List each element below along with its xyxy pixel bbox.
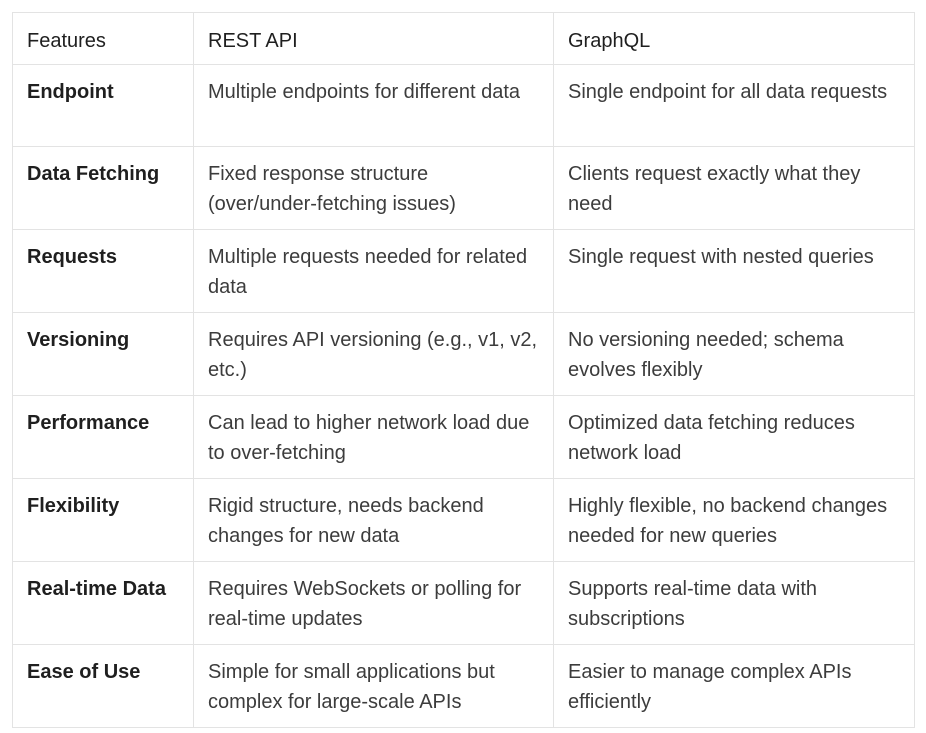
- rest-cell: Can lead to higher network load due to over-fetching: [194, 396, 554, 479]
- feature-cell: Versioning: [13, 313, 194, 396]
- feature-cell: Ease of Use: [13, 645, 194, 728]
- rest-cell: Rigid structure, needs backend changes for new data: [194, 479, 554, 562]
- rest-cell: Requires API versioning (e.g., v1, v2, etc.): [194, 313, 554, 396]
- graphql-cell: Clients request exactly what they need: [554, 147, 915, 230]
- graphql-cell: Single endpoint for all data requests: [554, 65, 915, 147]
- graphql-cell: Optimized data fetching reduces network load: [554, 396, 915, 479]
- header-features: Features: [13, 13, 194, 65]
- rest-cell: Multiple endpoints for different data: [194, 65, 554, 147]
- comparison-table: [12, 12, 915, 728]
- feature-cell: Requests: [13, 230, 194, 313]
- graphql-cell: No versioning needed; schema evolves flexibly: [554, 313, 915, 396]
- table-row: [13, 65, 915, 147]
- rest-cell: Requires WebSockets or polling for real-time updates: [194, 562, 554, 645]
- table-row: [13, 396, 915, 479]
- table-row: [13, 562, 915, 645]
- table-row: [13, 479, 915, 562]
- header-graphql: GraphQL: [554, 13, 915, 65]
- graphql-cell: Highly flexible, no backend changes needed for new queries: [554, 479, 915, 562]
- table-header-row: [13, 13, 915, 65]
- graphql-cell: Supports real-time data with subscriptions: [554, 562, 915, 645]
- rest-cell: Simple for small applications but complex for large-scale APIs: [194, 645, 554, 728]
- feature-cell: Flexibility: [13, 479, 194, 562]
- header-rest-api: REST API: [194, 13, 554, 65]
- comparison-table-container: [12, 12, 914, 728]
- table-row: [13, 147, 915, 230]
- graphql-cell: Easier to manage complex APIs efficiently: [554, 645, 915, 728]
- rest-cell: Multiple requests needed for related data: [194, 230, 554, 313]
- rest-cell: Fixed response structure (over/under-fetching issues): [194, 147, 554, 230]
- table-row: [13, 313, 915, 396]
- graphql-cell: Single request with nested queries: [554, 230, 915, 313]
- feature-cell: Data Fetching: [13, 147, 194, 230]
- feature-cell: Performance: [13, 396, 194, 479]
- table-row: [13, 230, 915, 313]
- table-row: [13, 645, 915, 728]
- feature-cell: Endpoint: [13, 65, 194, 147]
- feature-cell: Real-time Data: [13, 562, 194, 645]
